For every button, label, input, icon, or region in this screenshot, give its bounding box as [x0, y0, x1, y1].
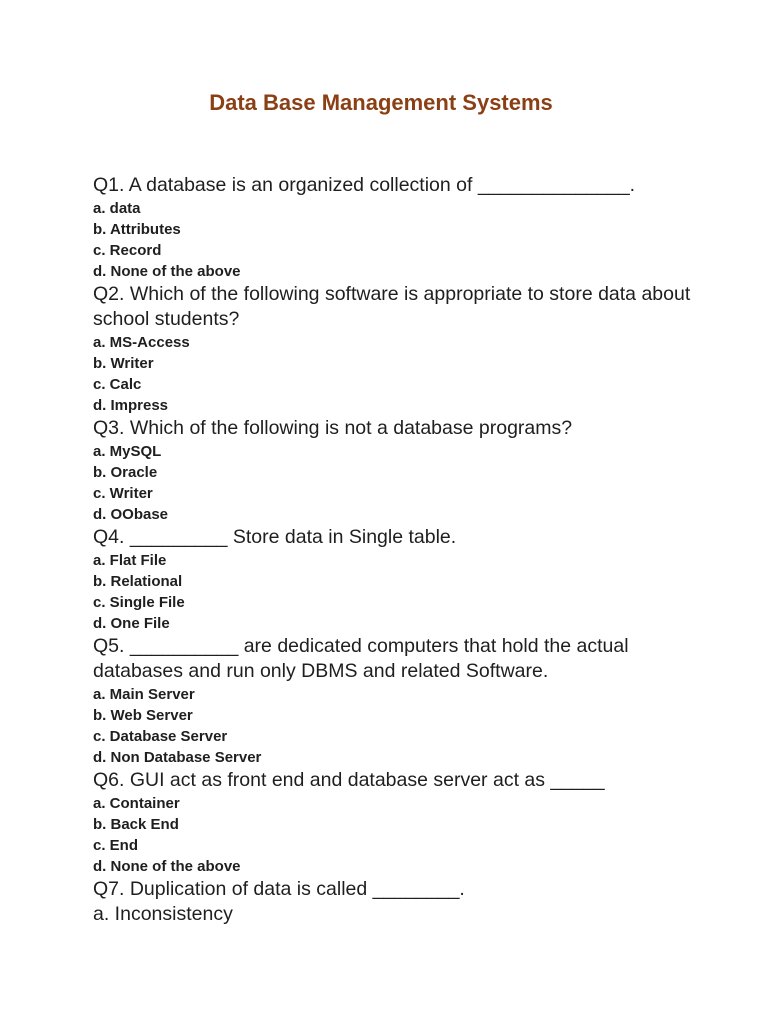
- question-text: Q7. Duplication of data is called ________.: [93, 878, 465, 900]
- question-block-6: [93, 768, 693, 877]
- option-item: c. Calc: [93, 376, 142, 393]
- option-item: d. Non Database Server: [93, 749, 262, 766]
- page-title: Data Base Management Systems: [209, 90, 553, 115]
- option-item: a. MS-Access: [93, 334, 190, 351]
- option-item: a. Main Server: [93, 686, 195, 703]
- question-text: Q6. GUI act as front end and database server act as _____: [93, 769, 605, 791]
- question-text: Q4. _________ Store data in Single table.: [93, 526, 457, 548]
- option-item: c. Database Server: [93, 728, 228, 745]
- option-list: [93, 332, 693, 416]
- option-item: d. None of the above: [93, 263, 241, 280]
- option-list: [93, 550, 693, 634]
- option-list: [93, 793, 693, 877]
- question-text: Q1. A database is an organized collection of ______________.: [93, 174, 636, 196]
- option-item: b. Relational: [93, 573, 183, 590]
- option-item: b. Back End: [93, 816, 179, 833]
- option-item: d. OObase: [93, 506, 169, 523]
- option-item: b. Writer: [93, 355, 154, 372]
- question-text: Q5. __________ are dedicated computers that hold the actual databases and run only DBMS and related Software.: [93, 635, 629, 682]
- option-item: d. One File: [93, 615, 170, 632]
- option-item: c. Record: [93, 242, 162, 259]
- question-text: Q2. Which of the following software is appropriate to store data about school students?: [93, 283, 691, 330]
- option-item: a. MySQL: [93, 443, 162, 460]
- question-block-7: [93, 877, 693, 927]
- option-item: a. Container: [93, 795, 180, 812]
- option-item: b. Attributes: [93, 221, 181, 238]
- question-block-2: [93, 282, 693, 416]
- question-block-3: [93, 416, 693, 525]
- option-item: b. Web Server: [93, 707, 193, 724]
- question-block-4: [93, 525, 693, 634]
- option-list: [93, 198, 693, 282]
- option-item: a. data: [93, 200, 141, 217]
- question-text: Q3. Which of the following is not a database programs?: [93, 417, 573, 439]
- option-list: [93, 902, 693, 927]
- option-item: d. Impress: [93, 397, 169, 414]
- option-list: [93, 684, 693, 768]
- question-list: [93, 173, 693, 927]
- question-block-5: [93, 634, 693, 768]
- option-item: d. None of the above: [93, 858, 241, 875]
- option-item: a. Flat File: [93, 552, 167, 569]
- option-item: c. Single File: [93, 594, 185, 611]
- question-block-1: [93, 173, 693, 282]
- option-item: b. Oracle: [93, 464, 158, 481]
- option-list: [93, 441, 693, 525]
- option-item: c. End: [93, 837, 139, 854]
- option-item: a. Inconsistency: [93, 903, 233, 925]
- option-item: c. Writer: [93, 485, 153, 502]
